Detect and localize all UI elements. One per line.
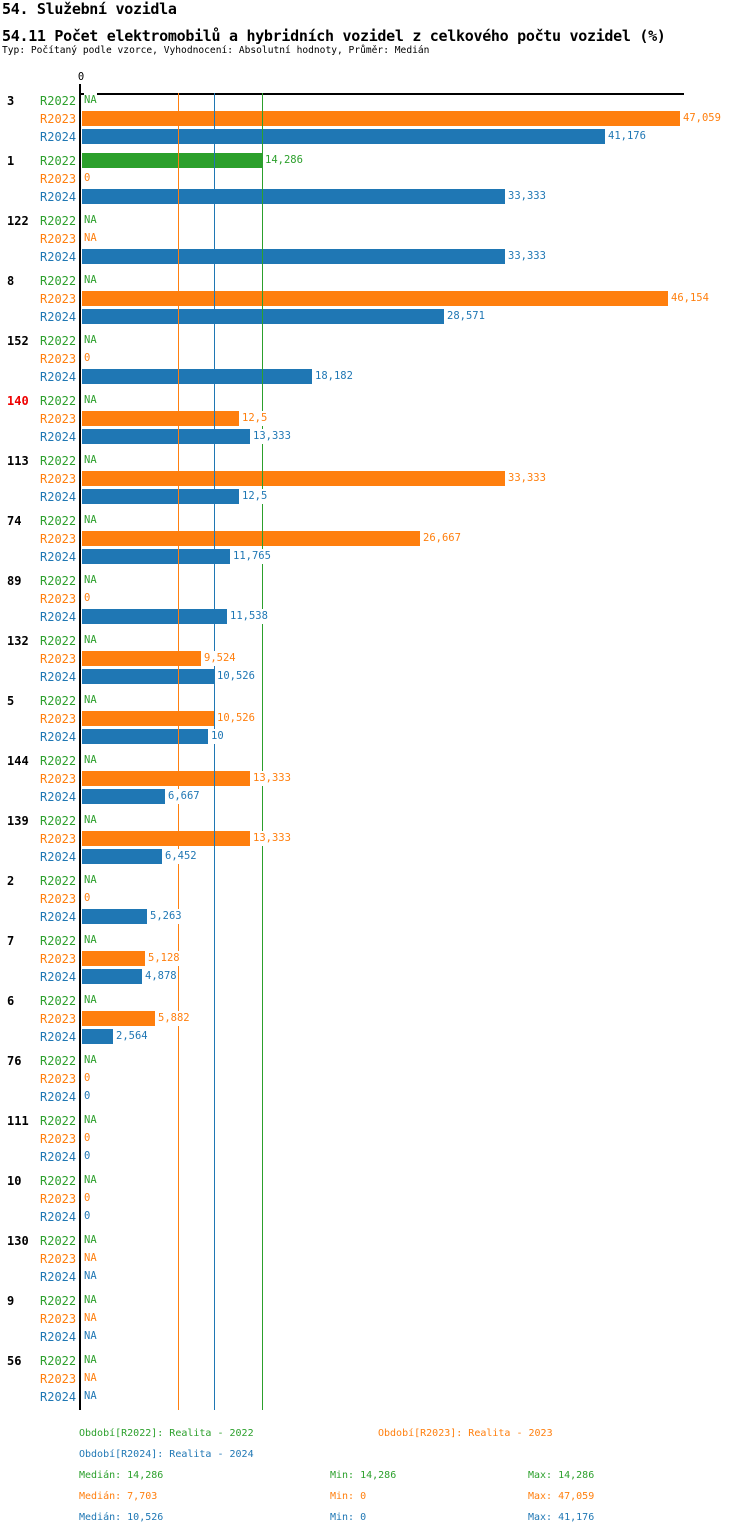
year-label-r2023: R2023 xyxy=(40,1132,77,1146)
year-label-r2024: R2024 xyxy=(40,550,77,564)
bar-r2023-group-8 xyxy=(82,291,668,306)
year-label-r2023: R2023 xyxy=(40,1192,77,1206)
year-label-r2022: R2022 xyxy=(40,634,77,648)
year-label-r2024: R2024 xyxy=(40,1030,77,1044)
value-label-r2022-group-56: NA xyxy=(84,1354,97,1366)
row-group-id-8: 8 xyxy=(7,274,15,288)
value-label-r2024-group-8: 28,571 xyxy=(447,310,485,322)
bar-r2024-group-74 xyxy=(82,549,230,564)
value-label-r2023-group-3: 47,059 xyxy=(683,112,721,124)
year-label-r2023: R2023 xyxy=(40,1012,77,1026)
value-label-r2022-group-76: NA xyxy=(84,1054,97,1066)
value-label-r2024-group-5: 10 xyxy=(211,730,224,742)
year-label-r2022: R2022 xyxy=(40,934,77,948)
value-label-r2024-group-10: 0 xyxy=(84,1210,91,1222)
row-group-id-3: 3 xyxy=(7,94,15,108)
value-label-r2022-group-152: NA xyxy=(84,334,97,346)
year-label-r2022: R2022 xyxy=(40,1294,77,1308)
year-label-r2022: R2022 xyxy=(40,394,77,408)
bar-r2024-group-3 xyxy=(82,129,605,144)
value-label-r2023-group-111: 0 xyxy=(84,1132,91,1144)
bar-r2023-group-144 xyxy=(82,771,250,786)
bar-r2024-group-152 xyxy=(82,369,312,384)
year-label-r2022: R2022 xyxy=(40,94,77,108)
value-label-r2024-group-3: 41,176 xyxy=(608,130,646,142)
year-label-r2023: R2023 xyxy=(40,832,77,846)
row-group-id-9: 9 xyxy=(7,1294,15,1308)
row-group-id-113: 113 xyxy=(7,454,29,468)
stat-median-r2022: Medián: 14,286 xyxy=(79,1470,164,1481)
median-line-r2024 xyxy=(214,93,215,1410)
value-label-r2022-group-113: NA xyxy=(84,454,97,466)
bar-r2024-group-1 xyxy=(82,189,505,204)
stat-max-r2022: Max: 14,286 xyxy=(528,1470,595,1481)
year-label-r2022: R2022 xyxy=(40,274,77,288)
value-label-r2022-group-89: NA xyxy=(84,574,97,586)
year-label-r2023: R2023 xyxy=(40,1252,77,1266)
bar-r2022-group-1 xyxy=(82,153,262,168)
year-label-r2023: R2023 xyxy=(40,952,77,966)
stat-max-r2023: Max: 47,059 xyxy=(528,1491,595,1502)
value-label-r2022-group-2: NA xyxy=(84,874,97,886)
bar-r2024-group-144 xyxy=(82,789,165,804)
value-label-r2023-group-89: 0 xyxy=(84,592,91,604)
year-label-r2024: R2024 xyxy=(40,430,77,444)
value-label-r2023-group-132: 9,524 xyxy=(204,652,236,664)
year-label-r2024: R2024 xyxy=(40,670,77,684)
row-group-id-74: 74 xyxy=(7,514,22,528)
year-label-r2022: R2022 xyxy=(40,1174,77,1188)
value-label-r2024-group-122: 33,333 xyxy=(508,250,546,262)
stat-median-r2023: Medián: 7,703 xyxy=(79,1491,158,1502)
year-label-r2022: R2022 xyxy=(40,1354,77,1368)
year-label-r2023: R2023 xyxy=(40,352,77,366)
value-label-r2022-group-130: NA xyxy=(84,1234,97,1246)
value-label-r2024-group-9: NA xyxy=(84,1330,97,1342)
bar-r2023-group-132 xyxy=(82,651,201,666)
value-label-r2024-group-144: 6,667 xyxy=(168,790,200,802)
bar-r2024-group-7 xyxy=(82,969,142,984)
row-group-id-6: 6 xyxy=(7,994,15,1008)
value-label-r2023-group-2: 0 xyxy=(84,892,91,904)
year-label-r2022: R2022 xyxy=(40,1234,77,1248)
year-label-r2022: R2022 xyxy=(40,754,77,768)
indicator-meta: Typ: Počítaný podle vzorce, Vyhodnocení: Absolutní hodnoty, Průměr: Medián xyxy=(2,45,430,56)
value-label-r2023-group-122: NA xyxy=(84,232,97,244)
value-label-r2023-group-56: NA xyxy=(84,1372,97,1384)
value-label-r2024-group-111: 0 xyxy=(84,1150,91,1162)
year-label-r2022: R2022 xyxy=(40,994,77,1008)
year-label-r2023: R2023 xyxy=(40,652,77,666)
bar-r2024-group-140 xyxy=(82,429,250,444)
value-label-r2023-group-139: 13,333 xyxy=(253,832,291,844)
value-label-r2024-group-6: 2,564 xyxy=(116,1030,148,1042)
value-label-r2023-group-10: 0 xyxy=(84,1192,91,1204)
year-label-r2022: R2022 xyxy=(40,1114,77,1128)
row-group-id-2: 2 xyxy=(7,874,15,888)
year-label-r2022: R2022 xyxy=(40,154,77,168)
value-label-r2022-group-3: NA xyxy=(84,94,97,106)
year-label-r2022: R2022 xyxy=(40,874,77,888)
value-label-r2022-group-111: NA xyxy=(84,1114,97,1126)
value-label-r2023-group-140: 12,5 xyxy=(242,412,268,424)
value-label-r2024-group-89: 11,538 xyxy=(230,610,268,622)
value-label-r2023-group-74: 26,667 xyxy=(423,532,461,544)
row-group-id-76: 76 xyxy=(7,1054,22,1068)
value-label-r2023-group-7: 5,128 xyxy=(148,952,180,964)
row-group-id-1: 1 xyxy=(7,154,15,168)
row-group-id-56: 56 xyxy=(7,1354,22,1368)
value-label-r2023-group-1: 0 xyxy=(84,172,91,184)
chart-footer xyxy=(0,1427,750,1532)
year-label-r2024: R2024 xyxy=(40,310,77,324)
row-group-id-10: 10 xyxy=(7,1174,22,1188)
stat-min-r2022: Min: 14,286 xyxy=(330,1470,397,1481)
stat-max-r2024: Max: 41,176 xyxy=(528,1512,595,1523)
value-label-r2024-group-1: 33,333 xyxy=(508,190,546,202)
year-label-r2023: R2023 xyxy=(40,532,77,546)
value-label-r2024-group-74: 11,765 xyxy=(233,550,271,562)
bar-r2024-group-132 xyxy=(82,669,214,684)
value-label-r2023-group-8: 46,154 xyxy=(671,292,709,304)
year-label-r2023: R2023 xyxy=(40,1072,77,1086)
row-group-id-132: 132 xyxy=(7,634,29,648)
year-label-r2023: R2023 xyxy=(40,592,77,606)
year-label-r2022: R2022 xyxy=(40,334,77,348)
year-label-r2022: R2022 xyxy=(40,694,77,708)
value-label-r2022-group-122: NA xyxy=(84,214,97,226)
year-label-r2022: R2022 xyxy=(40,814,77,828)
year-label-r2024: R2024 xyxy=(40,1150,77,1164)
year-label-r2024: R2024 xyxy=(40,730,77,744)
row-group-id-152: 152 xyxy=(7,334,29,348)
year-label-r2024: R2024 xyxy=(40,970,77,984)
value-label-r2022-group-132: NA xyxy=(84,634,97,646)
bar-r2023-group-139 xyxy=(82,831,250,846)
year-label-r2022: R2022 xyxy=(40,1054,77,1068)
year-label-r2024: R2024 xyxy=(40,1390,77,1404)
value-label-r2023-group-152: 0 xyxy=(84,352,91,364)
row-group-id-144: 144 xyxy=(7,754,29,768)
year-label-r2022: R2022 xyxy=(40,514,77,528)
year-label-r2024: R2024 xyxy=(40,850,77,864)
bar-r2024-group-5 xyxy=(82,729,208,744)
bar-r2023-group-140 xyxy=(82,411,239,426)
row-group-id-140: 140 xyxy=(7,394,29,408)
row-group-id-139: 139 xyxy=(7,814,29,828)
bar-r2023-group-113 xyxy=(82,471,505,486)
year-label-r2024: R2024 xyxy=(40,790,77,804)
year-label-r2024: R2024 xyxy=(40,250,77,264)
year-label-r2023: R2023 xyxy=(40,772,77,786)
year-label-r2024: R2024 xyxy=(40,190,77,204)
value-label-r2022-group-8: NA xyxy=(84,274,97,286)
value-label-r2022-group-74: NA xyxy=(84,514,97,526)
x-axis-line xyxy=(79,93,684,95)
value-label-r2023-group-113: 33,333 xyxy=(508,472,546,484)
value-label-r2024-group-152: 18,182 xyxy=(315,370,353,382)
bar-r2024-group-139 xyxy=(82,849,162,864)
value-label-r2024-group-132: 10,526 xyxy=(217,670,255,682)
section-title: 54. Služební vozidla xyxy=(2,0,177,18)
bar-r2024-group-89 xyxy=(82,609,227,624)
row-group-id-111: 111 xyxy=(7,1114,29,1128)
value-label-r2022-group-5: NA xyxy=(84,694,97,706)
value-label-r2024-group-113: 12,5 xyxy=(242,490,268,502)
median-line-r2022 xyxy=(262,93,263,1410)
value-label-r2023-group-76: 0 xyxy=(84,1072,91,1084)
value-label-r2023-group-5: 10,526 xyxy=(217,712,255,724)
year-label-r2022: R2022 xyxy=(40,574,77,588)
bar-r2023-group-6 xyxy=(82,1011,155,1026)
row-group-id-89: 89 xyxy=(7,574,22,588)
value-label-r2022-group-144: NA xyxy=(84,754,97,766)
value-label-r2022-group-140: NA xyxy=(84,394,97,406)
bar-r2024-group-122 xyxy=(82,249,505,264)
value-label-r2024-group-2: 5,263 xyxy=(150,910,182,922)
year-label-r2022: R2022 xyxy=(40,214,77,228)
year-label-r2024: R2024 xyxy=(40,1330,77,1344)
stat-min-r2024: Min: 0 xyxy=(330,1512,367,1523)
bar-r2024-group-6 xyxy=(82,1029,113,1044)
year-label-r2024: R2024 xyxy=(40,1210,77,1224)
value-label-r2023-group-130: NA xyxy=(84,1252,97,1264)
year-label-r2023: R2023 xyxy=(40,412,77,426)
year-label-r2022: R2022 xyxy=(40,454,77,468)
row-group-id-130: 130 xyxy=(7,1234,29,1248)
y-axis-line xyxy=(79,84,81,1410)
year-label-r2024: R2024 xyxy=(40,1090,77,1104)
year-label-r2024: R2024 xyxy=(40,130,77,144)
year-label-r2023: R2023 xyxy=(40,1372,77,1386)
year-label-r2024: R2024 xyxy=(40,370,77,384)
value-label-r2023-group-6: 5,882 xyxy=(158,1012,190,1024)
legend-period-r2022: Období[R2022]: Realita - 2022 xyxy=(79,1428,254,1439)
bar-r2024-group-113 xyxy=(82,489,239,504)
bar-r2024-group-2 xyxy=(82,909,147,924)
year-label-r2024: R2024 xyxy=(40,610,77,624)
median-line-r2023 xyxy=(178,93,179,1410)
year-label-r2023: R2023 xyxy=(40,892,77,906)
year-label-r2023: R2023 xyxy=(40,232,77,246)
bar-r2024-group-8 xyxy=(82,309,444,324)
year-label-r2023: R2023 xyxy=(40,1312,77,1326)
legend-period-r2024: Období[R2024]: Realita - 2024 xyxy=(79,1449,254,1460)
row-group-id-122: 122 xyxy=(7,214,29,228)
year-label-r2024: R2024 xyxy=(40,1270,77,1284)
year-label-r2023: R2023 xyxy=(40,472,77,486)
value-label-r2022-group-139: NA xyxy=(84,814,97,826)
value-label-r2023-group-9: NA xyxy=(84,1312,97,1324)
value-label-r2024-group-139: 6,452 xyxy=(165,850,197,862)
bar-r2023-group-74 xyxy=(82,531,420,546)
value-label-r2024-group-56: NA xyxy=(84,1390,97,1402)
year-label-r2024: R2024 xyxy=(40,490,77,504)
bar-r2023-group-3 xyxy=(82,111,680,126)
year-label-r2023: R2023 xyxy=(40,172,77,186)
bar-r2023-group-7 xyxy=(82,951,145,966)
year-label-r2024: R2024 xyxy=(40,910,77,924)
row-group-id-5: 5 xyxy=(7,694,15,708)
value-label-r2024-group-7: 4,878 xyxy=(145,970,177,982)
value-label-r2024-group-130: NA xyxy=(84,1270,97,1282)
axis-zero-label: 0 xyxy=(77,71,85,83)
year-label-r2023: R2023 xyxy=(40,112,77,126)
value-label-r2024-group-76: 0 xyxy=(84,1090,91,1102)
value-label-r2022-group-9: NA xyxy=(84,1294,97,1306)
value-label-r2022-group-10: NA xyxy=(84,1174,97,1186)
row-group-id-7: 7 xyxy=(7,934,15,948)
value-label-r2022-group-1: 14,286 xyxy=(265,154,303,166)
stat-median-r2024: Medián: 10,526 xyxy=(79,1512,164,1523)
value-label-r2022-group-7: NA xyxy=(84,934,97,946)
legend-period-r2023: Období[R2023]: Realita - 2023 xyxy=(378,1428,553,1439)
indicator-title: 54.11 Počet elektromobilů a hybridních vozidel z celkového počtu vozidel (%) xyxy=(2,27,666,45)
value-label-r2022-group-6: NA xyxy=(84,994,97,1006)
value-label-r2023-group-144: 13,333 xyxy=(253,772,291,784)
value-label-r2024-group-140: 13,333 xyxy=(253,430,291,442)
bar-r2023-group-5 xyxy=(82,711,214,726)
stat-min-r2023: Min: 0 xyxy=(330,1491,367,1502)
year-label-r2023: R2023 xyxy=(40,712,77,726)
year-label-r2023: R2023 xyxy=(40,292,77,306)
